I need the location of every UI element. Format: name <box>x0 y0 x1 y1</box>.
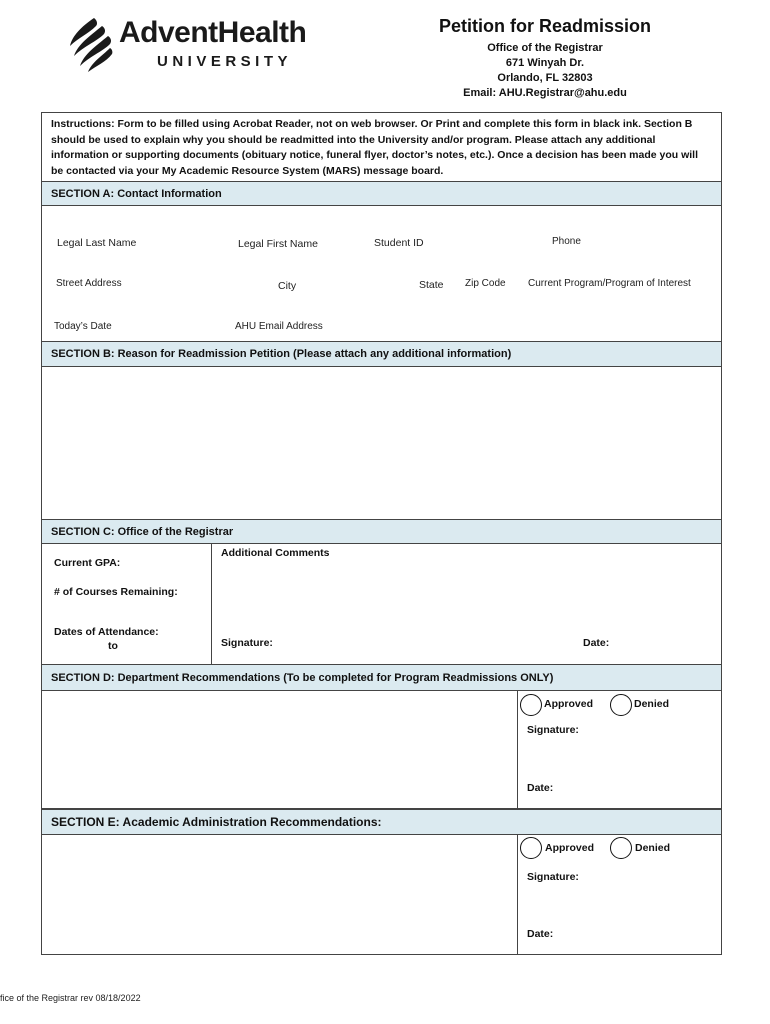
section-b-header <box>41 341 722 367</box>
footer-revision: fice of the Registrar rev 08/18/2022 <box>0 993 141 1003</box>
registrar-signature-label[interactable]: Signature: <box>221 637 273 649</box>
header <box>420 16 670 101</box>
courses-remaining-label: # of Courses Remaining: <box>54 586 178 598</box>
denied-radio[interactable] <box>610 837 632 859</box>
approved-radio[interactable] <box>520 837 542 859</box>
section-b-title: SECTION B: Reason for Readmission Petition (Please attach any additional information) <box>51 348 512 360</box>
office-name: Office of the Registrar <box>487 42 603 54</box>
field-first-name[interactable]: Legal First Name <box>238 238 318 250</box>
instructions-text: Instructions: Form to be filled using Acrobat Reader, not on web browser. Or Print and complete this form in black ink. Section B should be used to explain why you should be readmitted into the University and/or program. Please attach any additional information or supporting documents (obituary notice, funeral flyer, doctor’s notes, etc.). Once a decision has been made you will be contacted via your My Academic Resource System (MARS) message board. <box>51 118 699 177</box>
registrar-date-label[interactable]: Date: <box>583 637 610 649</box>
admin-signature-label[interactable]: Signature: <box>527 871 579 883</box>
advent-flame-icon <box>64 16 116 74</box>
section-c-divider <box>211 544 212 664</box>
field-student-id[interactable]: Student ID <box>374 237 424 249</box>
section-d-comments[interactable] <box>41 690 518 809</box>
admin-date-label[interactable]: Date: <box>527 928 554 940</box>
approved-label: Approved <box>544 698 594 710</box>
field-state[interactable]: State <box>419 279 444 291</box>
office-city: Orlando, FL 32803 <box>497 72 593 84</box>
denied-label: Denied <box>635 842 671 854</box>
dept-date-label[interactable]: Date: <box>527 782 554 794</box>
additional-comments-label[interactable]: Additional Comments <box>221 547 330 559</box>
section-b-textarea[interactable] <box>41 366 722 520</box>
approved-label: Approved <box>545 842 595 854</box>
field-city[interactable]: City <box>278 280 297 292</box>
office-street: 671 Winyah Dr. <box>505 57 585 69</box>
logo-subline: UNIVERSITY <box>157 53 293 70</box>
section-a-body <box>41 205 722 342</box>
approved-radio[interactable] <box>520 694 542 716</box>
dates-to-label: to <box>108 640 118 652</box>
section-e-title: SECTION E: Academic Administration Recommendations: <box>51 815 382 829</box>
office-email: Email: AHU.Registrar@ahu.edu <box>463 87 627 99</box>
dept-signature-label[interactable]: Signature: <box>527 724 579 736</box>
field-street[interactable]: Street Address <box>56 278 122 289</box>
denied-label: Denied <box>634 698 670 710</box>
logo <box>64 14 344 76</box>
section-d-header <box>41 664 722 691</box>
field-last-name[interactable]: Legal Last Name <box>57 237 137 249</box>
section-d-title: SECTION D: Department Recommendations (To be completed for Program Readmissions ONLY) <box>51 671 554 684</box>
section-d-decision <box>517 690 722 809</box>
section-c-title: SECTION C: Office of the Registrar <box>51 525 234 538</box>
section-a-header <box>41 181 722 206</box>
instructions-box <box>41 112 722 182</box>
logo-wordmark: AdventHealth <box>119 16 307 49</box>
field-zip[interactable]: Zip Code <box>465 278 506 289</box>
field-program[interactable]: Current Program/Program of Interest <box>528 278 691 289</box>
page-title: Petition for Readmission <box>438 16 652 36</box>
section-a-title: SECTION A: Contact Information <box>51 187 222 200</box>
section-c-header <box>41 519 722 544</box>
denied-radio[interactable] <box>610 694 632 716</box>
section-e-comments[interactable] <box>41 834 518 955</box>
section-e-header <box>41 809 722 835</box>
field-phone[interactable]: Phone <box>552 236 581 247</box>
gpa-label: Current GPA: <box>54 557 121 569</box>
field-date[interactable]: Today’s Date <box>54 321 112 332</box>
dates-attendance-label: Dates of Attendance: <box>54 626 159 638</box>
section-e-decision <box>517 834 722 955</box>
section-c-body <box>41 543 722 665</box>
field-email[interactable]: AHU Email Address <box>235 321 323 332</box>
